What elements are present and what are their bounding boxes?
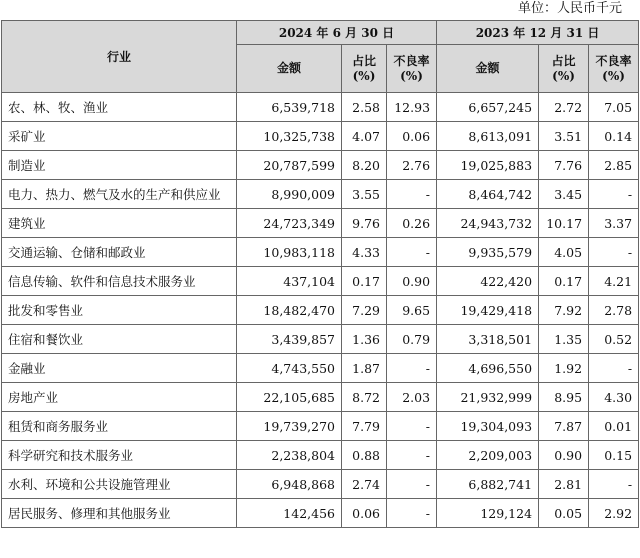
cell-npl-2024: 0.06 — [387, 122, 437, 151]
cell-industry: 租赁和商务服务业 — [2, 412, 237, 441]
cell-amount-2023: 9,935,579 — [437, 238, 539, 267]
table-row — [2, 441, 639, 470]
cell-ratio-2023: 7.92 — [539, 296, 589, 325]
cell-amount-2023: 3,318,501 — [437, 325, 539, 354]
cell-ratio-2023: 4.05 — [539, 238, 589, 267]
table-row — [2, 470, 639, 499]
cell-npl-2024: - — [387, 470, 437, 499]
cell-amount-2024: 437,104 — [237, 267, 342, 296]
cell-ratio-2023: 3.51 — [539, 122, 589, 151]
cell-npl-2023: 2.92 — [589, 499, 639, 528]
cell-ratio-2023: 3.45 — [539, 180, 589, 209]
cell-npl-2023: 4.21 — [589, 267, 639, 296]
cell-npl-2023: 2.78 — [589, 296, 639, 325]
table-row — [2, 499, 639, 528]
cell-npl-2024: - — [387, 441, 437, 470]
cell-amount-2023: 19,025,883 — [437, 151, 539, 180]
cell-npl-2023: 7.05 — [589, 93, 639, 122]
table-row — [2, 325, 639, 354]
cell-amount-2024: 18,482,470 — [237, 296, 342, 325]
cell-npl-2023: - — [589, 470, 639, 499]
cell-industry: 农、林、牧、渔业 — [2, 93, 237, 122]
cell-amount-2024: 10,983,118 — [237, 238, 342, 267]
table-header — [2, 21, 639, 93]
cell-ratio-2023: 7.87 — [539, 412, 589, 441]
header-npl-2023: 不良率 (%) — [589, 45, 639, 93]
cell-ratio-2023: 7.76 — [539, 151, 589, 180]
cell-npl-2024: - — [387, 412, 437, 441]
table-row — [2, 151, 639, 180]
cell-ratio-2023: 8.95 — [539, 383, 589, 412]
table-row — [2, 354, 639, 383]
cell-amount-2024: 22,105,685 — [237, 383, 342, 412]
cell-amount-2024: 6,948,868 — [237, 470, 342, 499]
table-body — [2, 93, 639, 528]
cell-ratio-2024: 2.74 — [342, 470, 387, 499]
cell-npl-2024: - — [387, 354, 437, 383]
cell-amount-2023: 19,429,418 — [437, 296, 539, 325]
header-ratio-2023: 占比 (%) — [539, 45, 589, 93]
cell-industry: 批发和零售业 — [2, 296, 237, 325]
cell-npl-2023: 0.52 — [589, 325, 639, 354]
cell-npl-2023: 0.01 — [589, 412, 639, 441]
cell-amount-2024: 8,990,009 — [237, 180, 342, 209]
cell-amount-2023: 129,124 — [437, 499, 539, 528]
cell-ratio-2024: 0.06 — [342, 499, 387, 528]
cell-amount-2023: 19,304,093 — [437, 412, 539, 441]
cell-npl-2023: 2.85 — [589, 151, 639, 180]
cell-ratio-2023: 1.35 — [539, 325, 589, 354]
cell-ratio-2024: 9.76 — [342, 209, 387, 238]
cell-ratio-2024: 1.87 — [342, 354, 387, 383]
industry-loan-table — [1, 20, 639, 528]
cell-industry: 水利、环境和公共设施管理业 — [2, 470, 237, 499]
cell-amount-2023: 21,932,999 — [437, 383, 539, 412]
cell-ratio-2024: 1.36 — [342, 325, 387, 354]
table-row — [2, 296, 639, 325]
cell-amount-2024: 4,743,550 — [237, 354, 342, 383]
cell-ratio-2024: 3.55 — [342, 180, 387, 209]
cell-ratio-2024: 4.07 — [342, 122, 387, 151]
cell-amount-2024: 3,439,857 — [237, 325, 342, 354]
cell-ratio-2023: 0.90 — [539, 441, 589, 470]
cell-ratio-2024: 0.17 — [342, 267, 387, 296]
header-industry: 行业 — [2, 21, 237, 93]
cell-ratio-2024: 8.20 — [342, 151, 387, 180]
table-row — [2, 238, 639, 267]
cell-industry: 金融业 — [2, 354, 237, 383]
cell-industry: 建筑业 — [2, 209, 237, 238]
cell-npl-2024: 0.79 — [387, 325, 437, 354]
cell-npl-2024: 2.03 — [387, 383, 437, 412]
table-row — [2, 267, 639, 296]
cell-npl-2024: 2.76 — [387, 151, 437, 180]
cell-amount-2024: 142,456 — [237, 499, 342, 528]
cell-npl-2023: 0.14 — [589, 122, 639, 151]
cell-ratio-2023: 2.72 — [539, 93, 589, 122]
cell-amount-2023: 8,464,742 — [437, 180, 539, 209]
cell-amount-2023: 6,882,741 — [437, 470, 539, 499]
cell-npl-2023: 0.15 — [589, 441, 639, 470]
cell-ratio-2024: 4.33 — [342, 238, 387, 267]
header-period-2024: 2024 年 6 月 30 日 — [237, 21, 437, 45]
cell-amount-2023: 8,613,091 — [437, 122, 539, 151]
table-row — [2, 122, 639, 151]
cell-industry: 制造业 — [2, 151, 237, 180]
header-amount-2024: 金额 — [237, 45, 342, 93]
table-row — [2, 93, 639, 122]
cell-npl-2024: 12.93 — [387, 93, 437, 122]
cell-amount-2023: 6,657,245 — [437, 93, 539, 122]
cell-industry: 居民服务、修理和其他服务业 — [2, 499, 237, 528]
cell-ratio-2023: 1.92 — [539, 354, 589, 383]
cell-npl-2024: 0.26 — [387, 209, 437, 238]
cell-ratio-2024: 7.79 — [342, 412, 387, 441]
cell-amount-2023: 4,696,550 — [437, 354, 539, 383]
cell-ratio-2024: 0.88 — [342, 441, 387, 470]
header-npl-2024: 不良率 (%) — [387, 45, 437, 93]
cell-ratio-2023: 2.81 — [539, 470, 589, 499]
cell-industry: 交通运输、仓储和邮政业 — [2, 238, 237, 267]
cell-ratio-2024: 8.72 — [342, 383, 387, 412]
cell-npl-2024: 0.90 — [387, 267, 437, 296]
cell-amount-2024: 20,787,599 — [237, 151, 342, 180]
cell-ratio-2024: 2.58 — [342, 93, 387, 122]
cell-npl-2023: - — [589, 354, 639, 383]
cell-amount-2024: 19,739,270 — [237, 412, 342, 441]
cell-amount-2024: 2,238,804 — [237, 441, 342, 470]
cell-amount-2024: 10,325,738 — [237, 122, 342, 151]
cell-npl-2024: - — [387, 499, 437, 528]
table-row — [2, 180, 639, 209]
header-ratio-2024: 占比 (%) — [342, 45, 387, 93]
cell-amount-2024: 6,539,718 — [237, 93, 342, 122]
cell-npl-2023: 3.37 — [589, 209, 639, 238]
cell-amount-2023: 422,420 — [437, 267, 539, 296]
cell-npl-2023: - — [589, 238, 639, 267]
cell-amount-2024: 24,723,349 — [237, 209, 342, 238]
cell-ratio-2024: 7.29 — [342, 296, 387, 325]
cell-npl-2023: - — [589, 180, 639, 209]
cell-industry: 科学研究和技术服务业 — [2, 441, 237, 470]
cell-industry: 信息传输、软件和信息技术服务业 — [2, 267, 237, 296]
cell-ratio-2023: 0.05 — [539, 499, 589, 528]
table-row — [2, 209, 639, 238]
cell-industry: 住宿和餐饮业 — [2, 325, 237, 354]
cell-ratio-2023: 10.17 — [539, 209, 589, 238]
header-period-2023: 2023 年 12 月 31 日 — [437, 21, 639, 45]
cell-ratio-2023: 0.17 — [539, 267, 589, 296]
cell-npl-2024: 9.65 — [387, 296, 437, 325]
cell-npl-2023: 4.30 — [589, 383, 639, 412]
cell-industry: 电力、热力、燃气及水的生产和供应业 — [2, 180, 237, 209]
cell-amount-2023: 2,209,003 — [437, 441, 539, 470]
header-amount-2023: 金额 — [437, 45, 539, 93]
unit-note: 单位：人民币千元 — [517, 1, 622, 16]
table-row — [2, 383, 639, 412]
cell-amount-2023: 24,943,732 — [437, 209, 539, 238]
cell-npl-2024: - — [387, 180, 437, 209]
cell-npl-2024: - — [387, 238, 437, 267]
cell-industry: 房地产业 — [2, 383, 237, 412]
cell-industry: 采矿业 — [2, 122, 237, 151]
table-row — [2, 412, 639, 441]
